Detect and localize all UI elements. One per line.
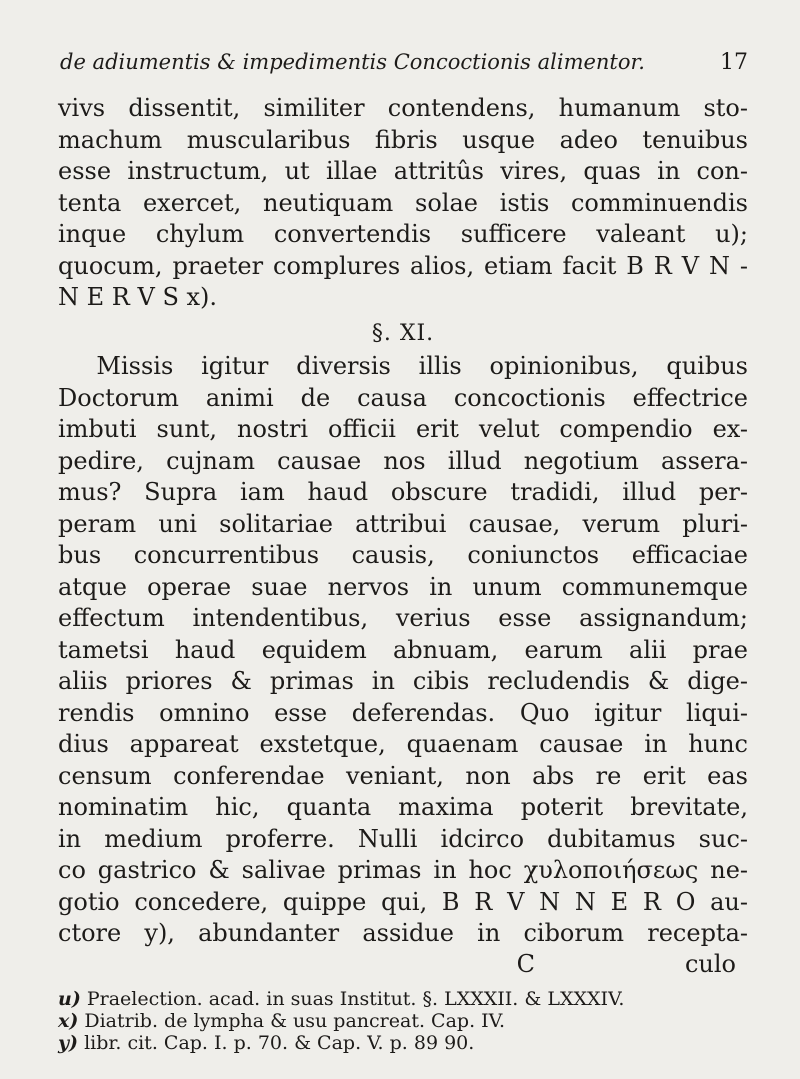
catchword: culo: [684, 949, 736, 978]
section-heading: §. XI.: [371, 320, 435, 346]
footnote-text: Diatrib. de lympha & usu pancreat. Cap. IV.: [84, 1009, 506, 1032]
text-line: pedire, cujnam causae nos illud negotium assera-: [58, 446, 748, 475]
text-line: machum muscularibus fibris usque adeo tenuibus: [58, 125, 748, 154]
footnotes: [58, 988, 748, 1054]
text-line: dius appareat exstetque, quaenam causae in hunc: [58, 730, 748, 758]
footnote-text: libr. cit. Cap. I. p. 70. & Cap. V. p. 89 90.: [84, 1031, 475, 1054]
footnote-mark: x): [58, 1009, 79, 1032]
catchline: [58, 950, 748, 978]
paragraph-2: [58, 351, 748, 950]
text-line: bus concurrentibus causis, coniunctos efficaciae: [58, 541, 748, 569]
text-line: rendis omnino esse deferendas. Quo igitur liqui-: [58, 698, 748, 727]
text-line: Missis igitur diversis illis opinionibus, quibus: [96, 352, 748, 380]
text-line: gotio concedere, quippe qui, B R V N N E R O au-: [58, 887, 748, 916]
text-line: effectum intendentibus, verius esse assignandum;: [58, 604, 748, 632]
text-line: N E R V S x).: [58, 283, 218, 311]
text-line: in medium proferre. Nulli idcirco dubitamus suc-: [58, 824, 748, 853]
page-number: 17: [720, 50, 748, 75]
text-line: inque chylum convertendis sufficere valeant u);: [58, 220, 748, 248]
text-line: aliis priores & primas in cibis recludendis & dige-: [58, 667, 748, 695]
text-line: mus? Supra iam haud obscure tradidi, illud per-: [58, 478, 748, 506]
text-line: Doctorum animi de causa concoctionis effectrice: [58, 383, 748, 412]
footnote-text: Praelection. acad. in suas Institut. §. LXXXII. & LXXXIV.: [86, 987, 625, 1010]
paragraph-1: [58, 93, 748, 314]
footnote: [58, 1010, 748, 1032]
footnote: [58, 988, 748, 1010]
text-line: tenta exercet, neutiquam solae istis comminuendis: [58, 188, 748, 217]
signature-mark: C: [516, 949, 535, 978]
text-line: atque operae suae nervos in unum communemque: [58, 572, 748, 601]
text-line: peram uni solitariae attribui causae, verum pluri-: [58, 509, 748, 538]
running-head: [58, 50, 748, 75]
text-line: nominatim hic, quanta maxima poterit brevitate,: [58, 793, 748, 821]
text-line: tametsi haud equidem abnuam, earum alii prae: [58, 635, 748, 664]
text-line: esse instructum, ut illae attritûs vires, quas in con-: [58, 157, 748, 185]
footnote-mark: y): [58, 1031, 79, 1054]
text-line: censum conferendae veniant, non abs re erit eas: [58, 761, 748, 790]
footnote: [58, 1032, 748, 1054]
text-line: imbuti sunt, nostri officii erit velut compendio ex-: [58, 415, 748, 443]
text-line: ctore y), abundanter assidue in ciborum recepta-: [58, 919, 748, 947]
running-title: de adiumentis & impedimentis Concoctionis alimentor.: [60, 50, 645, 74]
text-line: quocum, praeter complures alios, etiam facit B R V N -: [58, 251, 748, 280]
text-line: vivs dissentit, similiter contendens, humanum sto-: [58, 94, 748, 122]
footnote-mark: u): [58, 987, 81, 1010]
text-line: co gastrico & salivae primas in hoc χυλοποιήσεως ne-: [58, 856, 748, 884]
